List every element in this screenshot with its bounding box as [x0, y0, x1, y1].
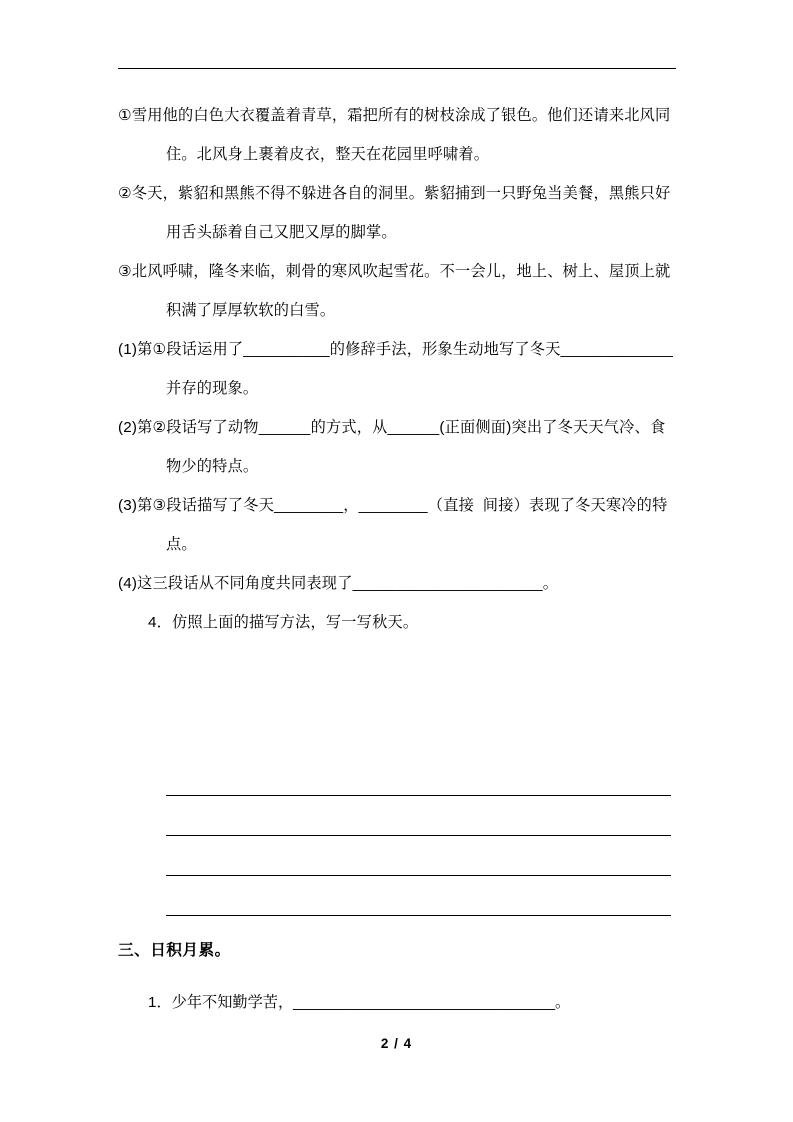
answer-line[interactable]	[166, 796, 671, 836]
passage-line-3: ③北风呼啸，隆冬来临，刺骨的寒风吹起雪花。不一会儿，地上、树上、屋顶上就积满了厚厚软软的白雪。	[118, 263, 671, 319]
task-4-prompt: 4．仿照上面的描写方法，写一写秋天。	[148, 614, 419, 631]
page-number: 2 / 4	[380, 1036, 413, 1051]
section-heading-three: 三、日积月累。	[118, 942, 231, 959]
answer-writing-area[interactable]	[166, 756, 671, 916]
question-2: (2)第②段话写了动物______的方式，从______(正面侧面)突出了冬天天气冷、食物少的特点。	[118, 419, 666, 475]
question-4: (4)这三段话从不同角度共同表现了______________________。	[118, 575, 559, 592]
section-three-item-1: 1．少年不知勤学苦，_______________________________。	[148, 994, 571, 1011]
question-1: (1)第①段话运用了__________的修辞手法，形象生动地写了冬天_____________并存的现象。	[118, 341, 673, 397]
passage-line-1: ①雪用他的白色大衣覆盖着青草，霜把所有的树枝涂成了银色。他们还请来北风同住。北风身上裹着皮衣，整天在花园里呼啸着。	[118, 107, 671, 163]
answer-line[interactable]	[166, 756, 671, 796]
answer-line[interactable]	[166, 836, 671, 876]
passage-line-2: ②冬天，紫貂和黑熊不得不躲进各自的洞里。紫貂捕到一只野兔当美餐，黑熊只好用舌头舔着自己又肥又厚的脚掌。	[118, 185, 671, 241]
answer-line[interactable]	[166, 876, 671, 916]
question-3: (3)第③段话描写了冬天________，________（直接 间接）表现了冬天寒冷的特点。	[118, 497, 668, 553]
header-divider	[118, 68, 676, 69]
exercise-body	[118, 96, 676, 642]
